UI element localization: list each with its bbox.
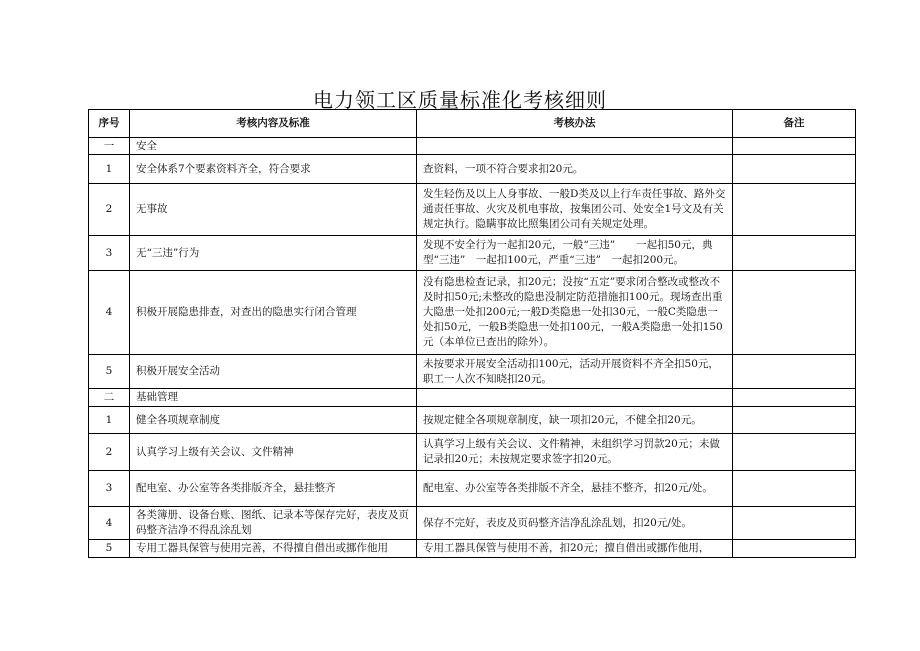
criteria-cell: 认真学习上级有关会议、文件精神	[130, 434, 417, 471]
row-number: 二	[89, 389, 130, 407]
note-cell	[733, 184, 856, 236]
document-title: 电力领工区质量标准化考核细则	[313, 88, 607, 112]
section-row	[89, 389, 856, 407]
method-cell: 配电室、办公室等各类排版不齐全，悬挂不整齐，扣20元/处。	[417, 471, 733, 507]
method-cell: 未按要求开展安全活动扣100元，活动开展资料不齐全扣50元，职工一人次不知晓扣20元。	[417, 355, 733, 389]
row-number: 5	[89, 355, 130, 389]
table-row	[89, 155, 856, 184]
criteria-cell: 积极开展隐患排查，对查出的隐患实行闭合管理	[130, 271, 417, 355]
header-row	[89, 110, 856, 138]
note-cell	[733, 434, 856, 471]
method-cell: 发现不安全行为一起扣20元，一般“三违” 一起扣50元，典型“三违” 一起扣100元，严重“三违” 一起扣200元。	[417, 236, 733, 271]
header-note: 备注	[733, 110, 856, 138]
row-number: 4	[89, 271, 130, 355]
row-number: 5	[89, 540, 130, 558]
criteria-cell: 各类簿册、设备台账、图纸、记录本等保存完好，表皮及页码整齐洁净不得乱涂乱划	[130, 507, 417, 540]
note-cell	[733, 155, 856, 184]
row-number: 3	[89, 236, 130, 271]
table-row	[89, 540, 856, 558]
row-number: 3	[89, 471, 130, 507]
note-cell	[733, 540, 856, 558]
method-cell: 按规定健全各项规章制度，缺一项扣20元，不健全扣20元。	[417, 407, 733, 434]
method-cell: 查资料，一项不符合要求扣20元。	[417, 155, 733, 184]
row-number: 一	[89, 138, 130, 155]
note-cell	[733, 507, 856, 540]
method-cell: 没有隐患检查记录，扣20元；没按“五定”要求闭合整改或整改不及时扣50元;未整改的隐患没制定防范措施扣100元。现场查出重大隐患一处扣200元;一般D类隐患一处扣30元，一般C类隐患一处扣50元，一般B类隐患一处扣100元，一般A类隐患一处扣150元（本单位已查出的除外）。	[417, 271, 733, 355]
criteria-cell: 积极开展安全活动	[130, 355, 417, 389]
table-row	[89, 184, 856, 236]
criteria-cell: 配电室、办公室等各类排版齐全，悬挂整齐	[130, 471, 417, 507]
row-number: 1	[89, 407, 130, 434]
section-title: 基础管理	[130, 389, 417, 407]
header-method: 考核办法	[417, 110, 733, 138]
criteria-cell: 健全各项规章制度	[130, 407, 417, 434]
criteria-cell: 安全体系7个要素资料齐全，符合要求	[130, 155, 417, 184]
method-cell: 认真学习上级有关会议、文件精神，未组织学习罚款20元；未做记录扣20元；未按规定要求签字扣20元。	[417, 434, 733, 471]
header-no: 序号	[89, 110, 130, 138]
criteria-cell: 无“三违”行为	[130, 236, 417, 271]
table-row	[89, 434, 856, 471]
note-cell	[733, 407, 856, 434]
row-number: 4	[89, 507, 130, 540]
table-row	[89, 236, 856, 271]
row-number: 2	[89, 184, 130, 236]
section-title: 安全	[130, 138, 417, 155]
method-cell: 专用工器具保管与使用不善，扣20元；擅自借出或挪作他用，	[417, 540, 733, 558]
row-number: 1	[89, 155, 130, 184]
header-content: 考核内容及标准	[130, 110, 417, 138]
table-row	[89, 355, 856, 389]
section-row	[89, 138, 856, 155]
method-cell: 保存不完好，表皮及页码整齐洁净乱涂乱划，扣20元/处。	[417, 507, 733, 540]
criteria-cell: 无事故	[130, 184, 417, 236]
method-cell: 发生轻伤及以上人身事故、一般D类及以上行车责任事故、路外交通责任事故、火灾及机电事故，按集团公司、处安全1号文及有关规定执行。隐瞒事故比照集团公司有关规定处理。	[417, 184, 733, 236]
table-row	[89, 471, 856, 507]
assessment-table	[88, 109, 856, 558]
note-cell	[733, 471, 856, 507]
note-cell	[733, 271, 856, 355]
row-number: 2	[89, 434, 130, 471]
table-row	[89, 407, 856, 434]
note-cell	[733, 236, 856, 271]
table-row	[89, 507, 856, 540]
note-cell	[733, 355, 856, 389]
criteria-cell: 专用工器具保管与使用完善，不得擅自借出或挪作他用	[130, 540, 417, 558]
table-row	[89, 271, 856, 355]
